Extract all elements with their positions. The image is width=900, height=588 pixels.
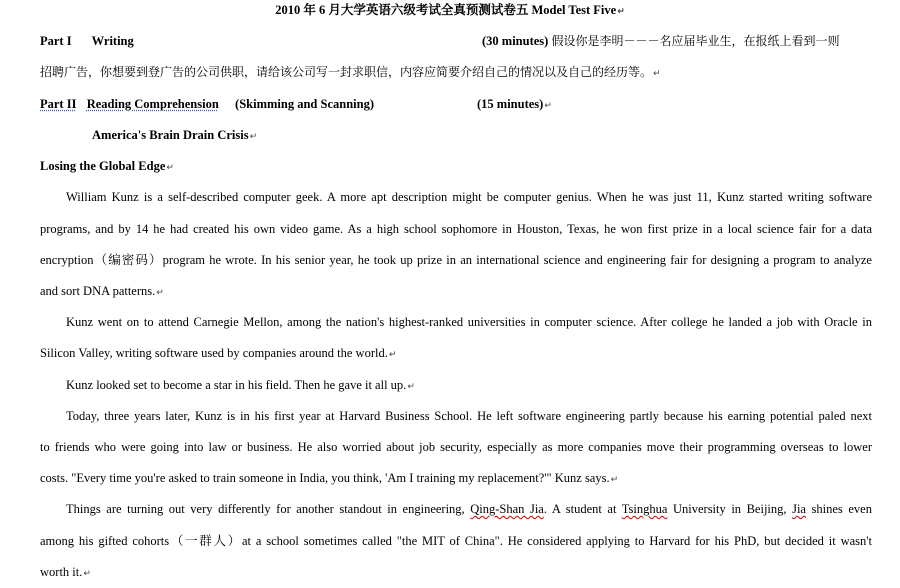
jia-misspelled: Jia — [792, 502, 806, 516]
paragraph-mark-icon: ↵ — [617, 7, 625, 17]
body-line-text: Kunz looked set to become a star in his field. Then he gave it all up. — [66, 378, 407, 392]
part2-time-line — [477, 96, 552, 114]
article-title-text: America's Brain Drain Crisis — [92, 128, 249, 142]
part1-heading — [40, 33, 134, 49]
body-line-end — [40, 564, 91, 582]
jia-text-a: Things are turning out very differently for another standout in engineering, — [66, 502, 471, 516]
part1-time-and-instruction — [482, 33, 839, 49]
body-line-jia — [66, 501, 872, 517]
paragraph-mark-icon: ↵ — [610, 475, 619, 485]
paragraph-mark-icon: ↵ — [407, 382, 415, 392]
paragraph-mark-icon: ↵ — [166, 163, 174, 173]
part2-time: (15 minutes) — [477, 97, 544, 111]
paragraph-mark-icon: ↵ — [83, 569, 91, 579]
body-line: among his gifted cohorts（一群人）at a school sometimes called "the MIT of China". He considered applying to Harvard for his PhD, but decided it wasn't — [40, 534, 872, 548]
paragraph-mark-icon: ↵ — [249, 132, 258, 142]
body-line-text: and sort DNA patterns. — [40, 284, 156, 298]
title-text: 2010 年 6 月大学英语六级考试全真预测试卷五 Model Test Five — [275, 3, 617, 17]
part1-label: Part I — [40, 34, 72, 48]
jia-text-c: University in Beijing, — [667, 502, 793, 516]
body-line-text: Silicon Valley, writing software used by companies around the world. — [40, 346, 388, 360]
section-title — [40, 158, 174, 176]
body-line: encryption（编密码）program he wrote. In his senior year, he took up prize in an international science and engineering fair for designing a program to analyze — [40, 253, 872, 267]
part2-label: Part II — [40, 97, 77, 111]
body-line-end — [40, 283, 164, 301]
tsinghua-misspelled: Tsinghua — [621, 502, 668, 516]
jia-text-b: . A student at — [543, 502, 622, 516]
paragraph-mark-icon: ↵ — [544, 101, 552, 111]
body-line: Today, three years later, Kunz is in his first year at Harvard Business School. He left software engineering partly because his earning potential paled next — [66, 409, 872, 423]
part1-instruction-2: 招聘广告，你想要到登广告的公司供职，请给该公司写一封求职信，内容应简要介绍自己的情况以及自己的经历等。 — [40, 65, 653, 79]
body-line-end — [66, 377, 415, 395]
part1-name: Writing — [91, 34, 134, 48]
body-line: Kunz went on to attend Carnegie Mellon, among the nation's highest-ranked universities in computer science. After college he landed a job with Oracle in — [66, 315, 872, 329]
jia-text-d: shines even — [805, 502, 872, 516]
body-line-text: worth it. — [40, 565, 83, 579]
body-line: programs, and by 14 he had created his own video game. As a high school sophomore in Houston, Texas, he won first prize in a local science fair for a data — [40, 222, 872, 236]
paragraph-mark-icon: ↵ — [388, 350, 397, 360]
jia-name-misspelled: Qing-Shan Jia — [470, 502, 544, 516]
section-title-text: Losing the Global Edge — [40, 159, 166, 173]
part2-heading — [40, 96, 374, 112]
part2-name: Reading Comprehension — [86, 97, 219, 111]
paragraph-mark-icon: ↵ — [156, 288, 164, 298]
body-line-text: costs. "Every time you're asked to train someone in India, you think, 'Am I training my replacement?'" Kunz says. — [40, 471, 610, 485]
part1-time: (30 minutes) — [482, 34, 549, 48]
article-title — [92, 127, 257, 145]
part1-instruction-2-line — [40, 64, 661, 82]
body-line-end — [40, 345, 396, 363]
body-line: to friends who were going into law or business. He also worried about job security, especially as more companies move their programming overseas to lower — [40, 440, 872, 454]
part2-sub: (Skimming and Scanning) — [235, 97, 374, 111]
document-title — [0, 2, 900, 20]
body-line: William Kunz is a self-described computer geek. A more apt description might be computer genius. When he was just 11, Kunz started writing software — [66, 190, 872, 204]
part1-instruction-1: 假设你是李明－－－名应届毕业生，在报纸上看到一则 — [551, 34, 840, 48]
paragraph-mark-icon: ↵ — [653, 69, 661, 79]
body-line-end — [40, 470, 618, 488]
